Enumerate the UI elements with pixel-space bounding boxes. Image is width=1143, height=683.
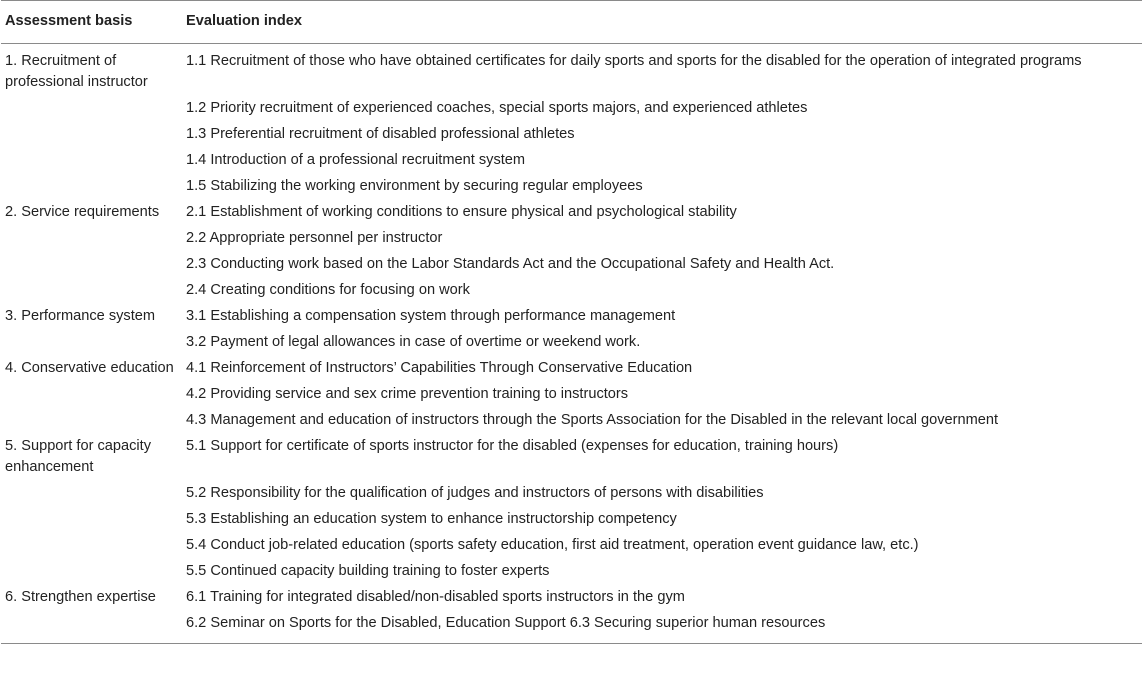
table-row (1, 408, 1142, 434)
index-cell: 3.2 Payment of legal allowances in case of overtime or weekend work. (186, 333, 641, 350)
index-cell: 2.1 Establishment of working conditions to ensure physical and psychological stability (186, 203, 737, 220)
basis-cell-empty (1, 559, 182, 585)
index-cell: 3.1 Establishing a compensation system through performance management (186, 307, 676, 324)
table-row (1, 533, 1142, 559)
basis-cell: 5. Support for capacity enhancement (5, 437, 152, 476)
table-row (1, 611, 1142, 643)
table-row (1, 252, 1142, 278)
table-row (1, 148, 1142, 174)
header-evaluation-index: Evaluation index (182, 1, 1142, 44)
index-cell: 4.2 Providing service and sex crime prevention training to instructors (186, 385, 629, 402)
table-row (1, 304, 1142, 330)
index-cell: 1.2 Priority recruitment of experienced coaches, special sports majors, and experienced athletes (186, 99, 808, 116)
basis-cell-empty (1, 174, 182, 200)
table-header (1, 1, 1142, 44)
index-cell: 2.2 Appropriate personnel per instructor (186, 229, 443, 246)
basis-cell: 6. Strengthen expertise (5, 589, 156, 606)
index-cell: 1.4 Introduction of a professional recruitment system (186, 151, 526, 168)
index-cell: 6.1 Training for integrated disabled/non-disabled sports instructors in the gym (186, 589, 685, 606)
table-row (1, 434, 1142, 481)
table-body (1, 43, 1142, 643)
table-row (1, 585, 1142, 611)
index-cell: 1.1 Recruitment of those who have obtained certificates for daily sports and sports for the disabled for the operation of integrated programs (186, 52, 1082, 69)
table-row (1, 481, 1142, 507)
index-cell: 5.1 Support for certificate of sports instructor for the disabled (expenses for education, training hours) (186, 437, 839, 454)
basis-cell-empty (1, 330, 182, 356)
index-cell: 2.3 Conducting work based on the Labor Standards Act and the Occupational Safety and Health Act. (186, 255, 835, 272)
table-row (1, 330, 1142, 356)
basis-cell: 4. Conservative education (5, 359, 174, 376)
table-row (1, 43, 1142, 96)
header-assessment-basis: Assessment basis (1, 1, 182, 44)
basis-cell: 2. Service requirements (5, 203, 160, 220)
index-cell: 2.4 Creating conditions for focusing on work (186, 281, 470, 298)
index-cell: 1.3 Preferential recruitment of disabled professional athletes (186, 125, 575, 142)
table-row (1, 200, 1142, 226)
index-cell: 5.4 Conduct job-related education (sports safety education, first aid treatment, operation event guidance law, etc.) (186, 537, 919, 554)
index-cell: 6.2 Seminar on Sports for the Disabled, Education Support 6.3 Securing superior human resources (182, 611, 1142, 643)
evaluation-table (1, 0, 1142, 644)
index-cell: 4.1 Reinforcement of Instructors’ Capabilities Through Conservative Education (186, 359, 693, 376)
basis-cell-empty (1, 481, 182, 507)
basis-cell-empty (1, 122, 182, 148)
basis-cell-empty (1, 226, 182, 252)
basis-cell-empty (1, 611, 182, 643)
basis-cell-empty (1, 382, 182, 408)
basis-cell-empty (1, 252, 182, 278)
index-cell: 5.5 Continued capacity building training to foster experts (186, 563, 550, 580)
basis-cell: 1. Recruitment of professional instructor (5, 52, 148, 90)
table-row (1, 382, 1142, 408)
basis-cell-empty (1, 533, 182, 559)
table-row (1, 356, 1142, 382)
basis-cell-empty (1, 148, 182, 174)
table-row (1, 559, 1142, 585)
basis-cell-empty (1, 278, 182, 304)
table-row (1, 226, 1142, 252)
table-row (1, 278, 1142, 304)
table-row (1, 122, 1142, 148)
header-row (1, 1, 1142, 44)
index-cell: 5.2 Responsibility for the qualification of judges and instructors of persons with disabilities (186, 485, 764, 502)
evaluation-table-container (1, 0, 1142, 644)
table-row (1, 507, 1142, 533)
table-row (1, 174, 1142, 200)
basis-cell-empty (1, 408, 182, 434)
basis-cell: 3. Performance system (5, 307, 156, 324)
basis-cell-empty (1, 96, 182, 122)
index-cell: 4.3 Management and education of instructors through the Sports Association for the Disabled in the relevant local government (186, 411, 999, 428)
index-cell: 1.5 Stabilizing the working environment by securing regular employees (186, 177, 643, 194)
table-row (1, 96, 1142, 122)
basis-cell-empty (1, 507, 182, 533)
index-cell: 5.3 Establishing an education system to enhance instructorship competency (186, 511, 677, 528)
